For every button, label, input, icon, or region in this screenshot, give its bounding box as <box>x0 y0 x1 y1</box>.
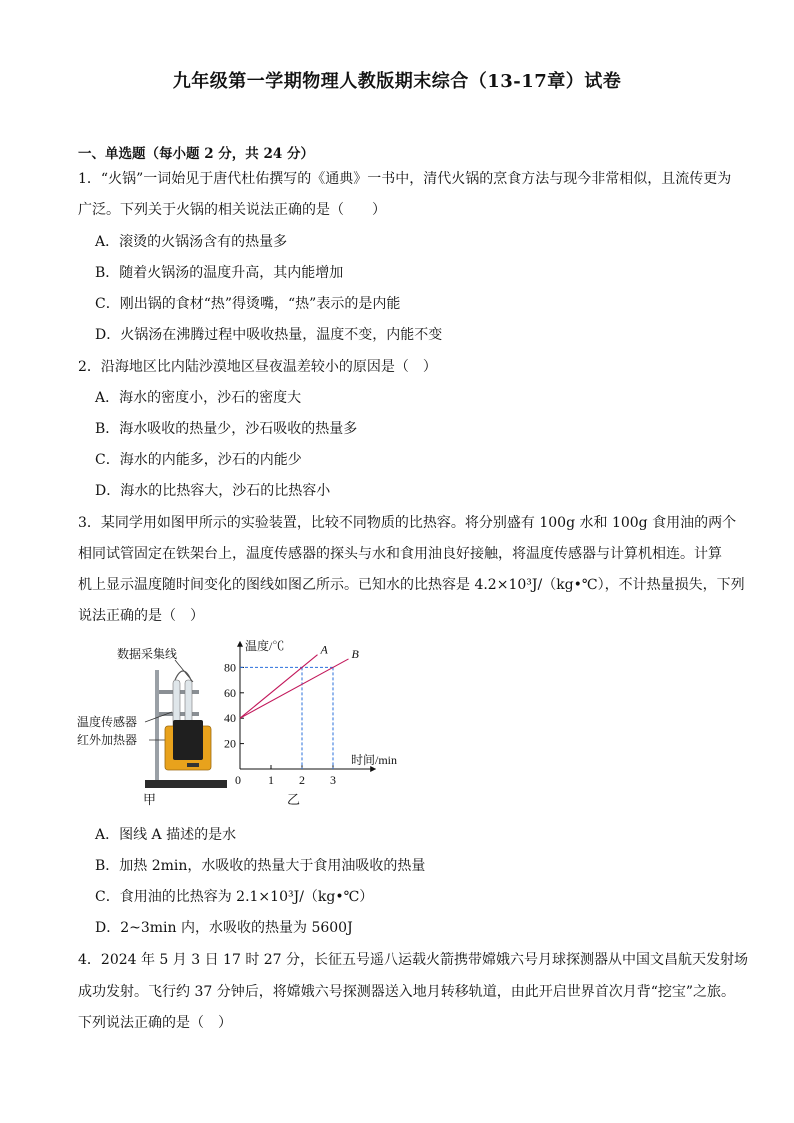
q4-stem-line-1: 4．2024 年 5 月 3 日 17 时 27 分，长征五号遥八运载火箭携带嫦娥六号月球探测器从中国文昌航天发射场 <box>78 952 749 968</box>
label-sensor: 温度传感器 <box>77 715 138 729</box>
label-collector: 数据采集线 <box>117 647 178 661</box>
y-tick-label: 60 <box>224 685 236 700</box>
caption-yi: 乙 <box>287 792 301 807</box>
series-label-A: A <box>320 642 328 657</box>
x-tick-label: 0 <box>235 773 241 787</box>
q3-stem-line-3: 机上显示温度随时间变化的图线如图乙所示。已知水的比热容是 4.2×10³J/（kg•℃），不计热量损失，下列 <box>78 577 745 593</box>
q3-option-d: D．2~3min 内，水吸收的热量为 5600J <box>95 920 353 936</box>
q2-option-b: B．海水吸收的热量少，沙石吸收的热量多 <box>95 421 358 437</box>
x-tick-label: 1 <box>268 773 274 787</box>
q3-stem-line-4: 说法正确的是（ ） <box>78 608 204 624</box>
y-tick-label: 80 <box>224 660 236 675</box>
q3-option-b: B．加热 2min，水吸收的热量大于食用油吸收的热量 <box>95 858 426 874</box>
series-line-A <box>240 655 318 719</box>
series-label-B: B <box>351 646 359 661</box>
q3-option-c: C．食用油的比热容为 2.1×10³J/（kg•℃） <box>95 889 374 905</box>
q4-stem-line-3: 下列说法正确的是（ ） <box>78 1015 232 1031</box>
q2-option-a: A．海水的密度小，沙石的密度大 <box>95 390 302 406</box>
q2-option-c: C．海水的内能多，沙石的内能少 <box>95 452 302 468</box>
q2-option-d: D．海水的比热容大，沙石的比热容小 <box>95 483 331 499</box>
x-axis-label: 时间/min <box>351 753 398 767</box>
caption-jia: 甲 <box>143 792 157 807</box>
q1-stem-line-1: 1．“火锅”一词始见于唐代杜佑撰写的《通典》一书中，清代火锅的烹食方法与现今非常相似，且流传更为 <box>78 171 732 187</box>
q4-stem-line-2: 成功发射。飞行约 37 分钟后，将嫦娥六号探测器送入地月转移轨道，由此开启世界首次月背“挖宝”之旅。 <box>78 984 736 1000</box>
heater-cup <box>173 720 203 760</box>
q1-option-c: C．刚出锅的食材“热”得烫嘴，“热”表示的是内能 <box>95 296 401 312</box>
label-heater: 红外加热器 <box>77 733 138 747</box>
q1-option-b: B．随着火锅汤的温度升高，其内能增加 <box>95 265 344 281</box>
y-tick-label: 40 <box>224 711 236 726</box>
q1-option-a: A．滚烫的火锅汤含有的热量多 <box>95 234 288 250</box>
q3-stem-line-2: 相同试管固定在铁架台上，温度传感器的探头与水和食用油良好接触，将温度传感器与计算机相连。计算 <box>78 546 722 562</box>
page-title: 九年级第一学期物理人教版期末综合（13-17章）试卷 <box>172 71 622 92</box>
q3-option-a: A．图线 A 描述的是水 <box>95 827 237 843</box>
q1-option-d: D．火锅汤在沸腾过程中吸收热量，温度不变，内能不变 <box>95 327 443 343</box>
q3-stem-line-1: 3．某同学用如图甲所示的实验装置，比较不同物质的比热容。将分别盛有 100g 水和 100g 食用油的两个 <box>78 515 737 531</box>
temperature-time-chart <box>215 632 415 812</box>
q1-stem-line-2: 广泛。下列关于火锅的相关说法正确的是（ ） <box>78 202 386 218</box>
x-tick-label: 3 <box>330 773 336 787</box>
section-heading: 一、单选题（每小题 2 分，共 24 分） <box>78 146 314 162</box>
q2-stem: 2．沿海地区比内陆沙漠地区昼夜温差较小的原因是（ ） <box>78 359 437 375</box>
y-axis-label: 温度/℃ <box>245 639 285 653</box>
stand-rod <box>155 670 159 788</box>
y-tick-label: 20 <box>224 736 236 751</box>
x-tick-label: 2 <box>299 773 305 787</box>
